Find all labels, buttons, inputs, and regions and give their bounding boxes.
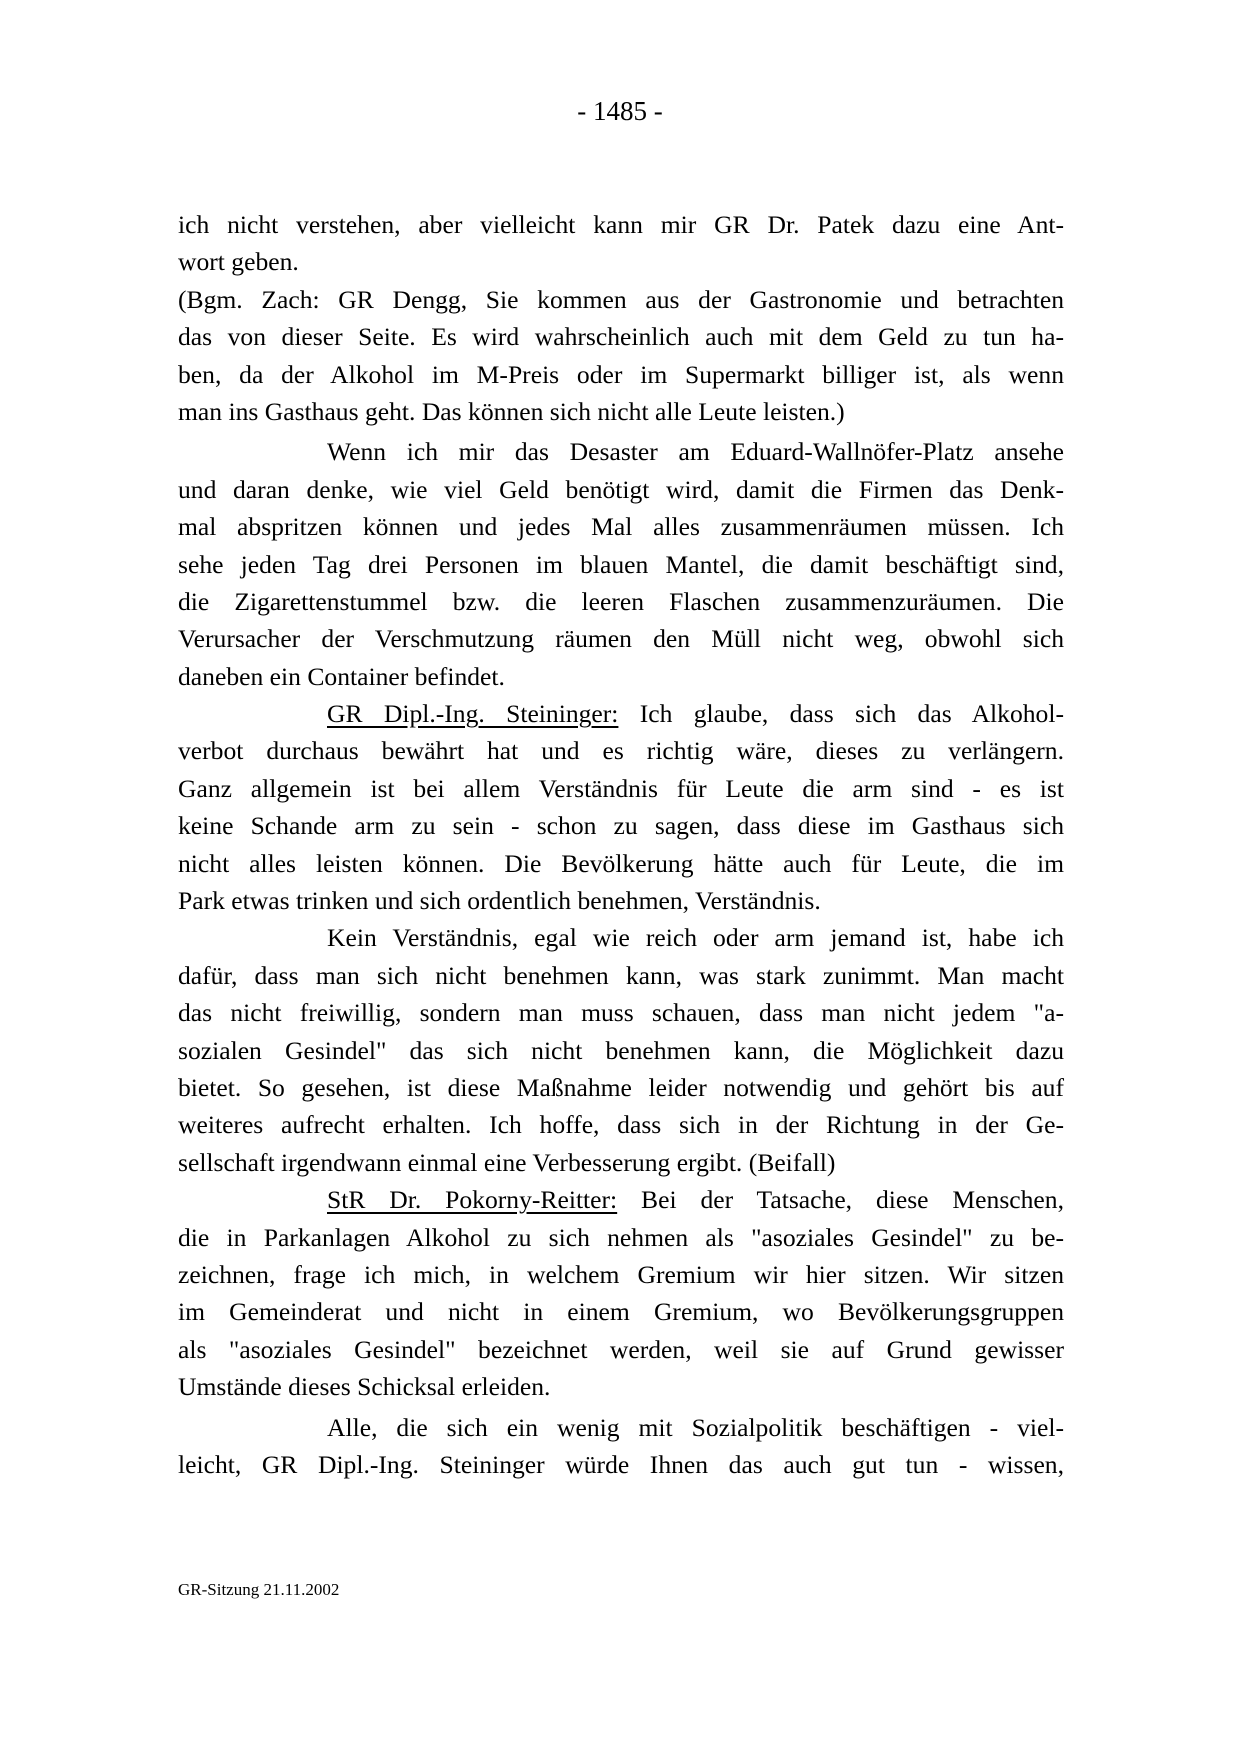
text-line: Umstände dieses Schicksal erleiden. (178, 1372, 551, 1402)
text-line: Verursacher der Verschmutzung räumen den Müll nicht weg, obwohl sich (178, 624, 1064, 654)
paragraph (178, 433, 1064, 695)
text-line: dafür, dass man sich nicht benehmen kann, was stark zunimmt. Man macht (178, 960, 1064, 990)
text-line: man ins Gasthaus geht. Das können sich nicht alle Leute leisten.) (178, 396, 845, 426)
text-line: ich nicht verstehen, aber vielleicht kann mir GR Dr. Patek dazu eine Ant- (178, 210, 1064, 239)
text-line: Wenn ich mir das Desaster am Eduard-Wallnöfer-Platz ansehe (327, 437, 1064, 467)
text-line: verbot durchaus bewährt hat und es richtig wäre, dieses zu verlängern. (178, 736, 1064, 766)
text-line: mal abspritzen können und jedes Mal alles zusammenräumen müssen. Ich (178, 512, 1064, 542)
text-line: sozialen Gesindel" das sich nicht benehmen kann, die Möglichkeit dazu (178, 1035, 1064, 1065)
text-line: wort geben. (178, 247, 299, 277)
paragraph (178, 206, 1064, 281)
text-line: und daran denke, wie viel Geld benötigt wird, damit die Firmen das Denk- (178, 474, 1064, 504)
speaker-text: Ich glaube, dass sich das Alkohol- (618, 699, 1064, 729)
page-number: - 1485 - (577, 96, 663, 126)
text-line: weiteres aufrecht erhalten. Ich hoffe, dass sich in der Richtung in der Ge- (178, 1110, 1064, 1140)
text-line: Kein Verständnis, egal wie reich oder arm jemand ist, habe ich (327, 923, 1064, 953)
speaker-text: Bei der Tatsache, diese Menschen, (617, 1185, 1064, 1215)
text-line: leicht, GR Dipl.-Ing. Steininger würde Ihnen das auch gut tun - wissen, (178, 1449, 1064, 1479)
text-line: Alle, die sich ein wenig mit Sozialpolitik beschäftigen - viel- (327, 1412, 1064, 1442)
text-line (178, 1181, 1064, 1218)
text-line: ben, da der Alkohol im M-Preis oder im Supermarkt billiger ist, als wenn (178, 359, 1064, 389)
text-line: das von dieser Seite. Es wird wahrscheinlich auch mit dem Geld zu tun ha- (178, 322, 1064, 352)
text-line: (Bgm. Zach: GR Dengg, Sie kommen aus der Gastronomie und betrachten (178, 284, 1064, 314)
text-line: die Zigarettenstummel bzw. die leeren Flaschen zusammenzuräumen. Die (178, 586, 1064, 616)
paragraph-speaker-pokorny-reitter (178, 1181, 1064, 1405)
text-line: sellschaft irgendwann einmal eine Verbesserung ergibt. (Beifall) (178, 1147, 836, 1177)
footer-session-date: GR-Sitzung 21.11.2002 (178, 1580, 340, 1599)
paragraph-interjection (178, 281, 1064, 431)
text-line: Ganz allgemein ist bei allem Verständnis für Leute die arm sind - es ist (178, 773, 1064, 803)
document-body (178, 206, 1064, 1483)
text-line: bietet. So gesehen, ist diese Maßnahme leider notwendig und gehört bis auf (178, 1072, 1064, 1102)
text-line: zeichnen, frage ich mich, in welchem Gremium wir hier sitzen. Wir sitzen (178, 1259, 1064, 1289)
text-line: sehe jeden Tag drei Personen im blauen Mantel, die damit beschäftigt sind, (178, 549, 1064, 579)
speaker-name: GR Dipl.-Ing. Steininger: (327, 699, 619, 729)
paragraph (178, 1409, 1064, 1484)
text-line: nicht alles leisten können. Die Bevölkerung hätte auch für Leute, die im (178, 848, 1064, 878)
text-line: daneben ein Container befindet. (178, 661, 505, 691)
text-line: die in Parkanlagen Alkohol zu sich nehmen als "asoziales Gesindel" zu be- (178, 1222, 1064, 1252)
text-line: Park etwas trinken und sich ordentlich benehmen, Verständnis. (178, 886, 821, 916)
paragraph-speaker-steininger (178, 695, 1064, 919)
speaker-name: StR Dr. Pokorny-Reitter: (327, 1185, 618, 1215)
text-line: das nicht freiwillig, sondern man muss schauen, dass man nicht jedem "a- (178, 998, 1064, 1028)
text-line: im Gemeinderat und nicht in einem Gremium, wo Bevölkerungsgruppen (178, 1297, 1064, 1327)
paragraph (178, 919, 1064, 1181)
text-line: keine Schande arm zu sein - schon zu sagen, dass diese im Gasthaus sich (178, 811, 1064, 841)
text-line: als "asoziales Gesindel" bezeichnet werden, weil sie auf Grund gewisser (178, 1334, 1064, 1364)
text-line (178, 695, 1064, 732)
